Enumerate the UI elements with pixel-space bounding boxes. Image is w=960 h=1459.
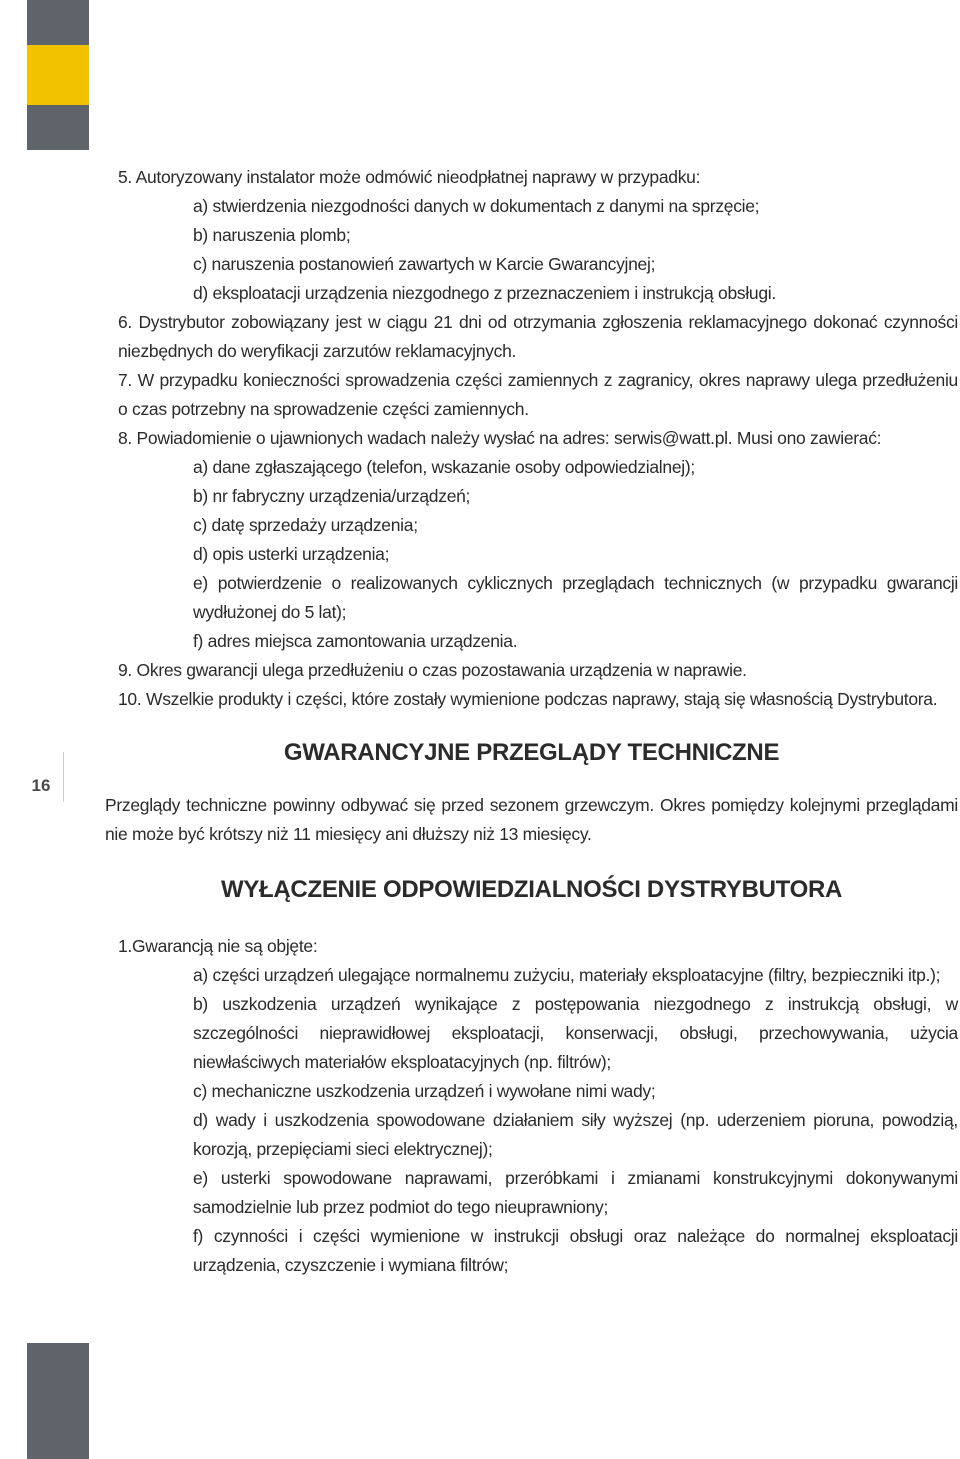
exclusions-item-1: 1.Gwarancją nie są objęte: <box>118 936 318 956</box>
list-item-5: 5. Autoryzowany instalator może odmówić nieodpłatnej naprawy w przypadku: <box>118 167 701 187</box>
sub-item: b) naruszenia plomb; <box>193 225 351 245</box>
sub-item: c) datę sprzedaży urządzenia; <box>193 515 418 535</box>
page-number-divider <box>63 752 64 802</box>
sub-item: b) uszkodzenia urządzeń wynikające z postępowania niezgodnego z instrukcją obsługi, w szczególności nieprawidłowej eksploatacji, konserwacji, obsługi, przechowywania, użycia niewłaściwych materiałów eksploatacyjnych (np. filtrów); <box>193 994 958 1072</box>
sub-item: d) eksploatacji urządzenia niezgodnego z przeznaczeniem i instrukcją obsługi. <box>193 283 776 303</box>
page-number: 16 <box>31 776 51 795</box>
sub-item: c) naruszenia postanowień zawartych w Karcie Gwarancyjnej; <box>193 254 656 274</box>
sidebar-block-mid <box>27 105 89 150</box>
section-heading-inspections: GWARANCYJNE PRZEGLĄDY TECHNICZNE <box>283 739 780 766</box>
sub-item: b) nr fabryczny urządzenia/urządzeń; <box>193 486 471 506</box>
list-item-9: 9. Okres gwarancji ulega przedłużeniu o czas pozostawania urządzenia w naprawie. <box>118 660 747 680</box>
section-heading-exclusions: WYŁĄCZENIE ODPOWIEDZIALNOŚCI DYSTRYBUTORA <box>220 876 843 903</box>
sub-item: a) części urządzeń ulegające normalnemu zużyciu, materiały eksploatacyjne (filtry, bezpieczniki itp.); <box>193 965 941 985</box>
list-item-8: 8. Powiadomienie o ujawnionych wadach należy wysłać na adres: serwis@watt.pl. Musi ono zawierać: <box>118 428 882 448</box>
sub-item: f) adres miejsca zamontowania urządzenia. <box>193 631 518 651</box>
sidebar-block-bottom <box>27 1343 89 1459</box>
sub-item: e) usterki spowodowane naprawami, przeróbkami i zmianami konstrukcyjnymi dokonywanymi samodzielnie lub przez podmiot do tego nieuprawniony; <box>193 1168 958 1217</box>
sub-item: a) dane zgłaszającego (telefon, wskazanie osoby odpowiedzialnej); <box>193 457 695 477</box>
document-body <box>105 163 958 1280</box>
sub-item: d) opis usterki urządzenia; <box>193 544 390 564</box>
inspections-paragraph: Przeglądy techniczne powinny odbywać się przed sezonem grzewczym. Okres pomiędzy kolejnymi przeglądami nie może być krótszy niż 11 miesięcy ani dłuższy niż 13 miesięcy. <box>105 795 958 844</box>
list-item-10: 10. Wszelkie produkty i części, które zostały wymienione podczas naprawy, stają się własnością Dystrybutora. <box>118 689 938 709</box>
sub-item: f) czynności i części wymienione w instrukcji obsługi oraz należące do normalnej eksploatacji urządzenia, czyszczenie i wymiana filtrów; <box>193 1226 958 1275</box>
sub-item: a) stwierdzenia niezgodności danych w dokumentach z danymi na sprzęcie; <box>193 196 760 216</box>
sidebar-accent-yellow <box>27 45 89 105</box>
sub-item: c) mechaniczne uszkodzenia urządzeń i wywołane nimi wady; <box>193 1081 656 1101</box>
sidebar-block-top <box>27 0 89 45</box>
list-item-7: 7. W przypadku konieczności sprowadzenia części zamiennych z zagranicy, okres naprawy ulega przedłużeniu o czas potrzebny na sprowadzenie części zamiennych. <box>118 370 958 419</box>
sub-item: d) wady i uszkodzenia spowodowane działaniem siły wyższej (np. uderzeniem pioruna, powodzią, korozją, przepięciami sieci elektrycznej); <box>193 1110 958 1159</box>
sub-item: e) potwierdzenie o realizowanych cyklicznych przeglądach technicznych (w przypadku gwarancji wydłużonej do 5 lat); <box>193 573 958 622</box>
list-item-6: 6. Dystrybutor zobowiązany jest w ciągu 21 dni od otrzymania zgłoszenia reklamacyjnego dokonać czynności niezbędnych do weryfikacji zarzutów reklamacyjnych. <box>118 312 958 361</box>
